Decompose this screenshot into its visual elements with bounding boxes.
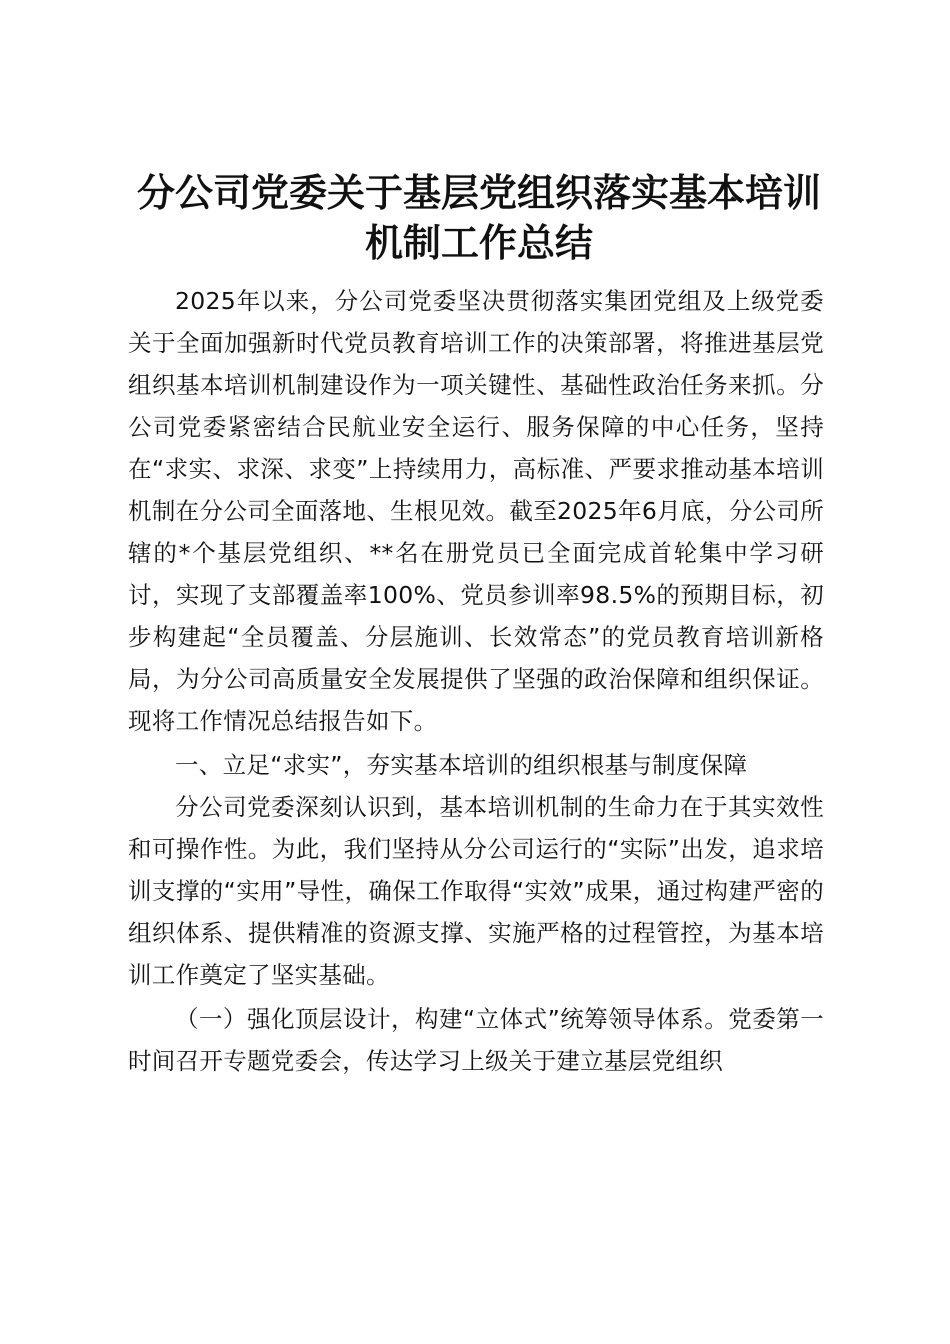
section-1-paragraph: 分公司党委深刻认识到，基本培训机制的生命力在于其实效性和可操作性。为此，我们坚持从分公司运行的“实际”出发，追求培训支撑的“实用”导性，确保工作取得“实效”成果，通过构建严密的组织体系、提供精准的资源支撑、实施严格的过程管控，为基本培训工作奠定了坚实基础。 bbox=[128, 793, 824, 989]
intro-paragraph: 2025年以来，分公司党委坚决贯彻落实集团党组及上级党委关于全面加强新时代党员教育培训工作的决策部署，将推进基层党组织基本培训机制建设作为一项关键性、基础性政治任务来抓。分公司党委紧密结合民航业安全运行、服务保障的中心任务，坚持在“求实、求深、求变”上持续用力，高标准、严要求推动基本培训机制在分公司全面落地、生根见效。截至2025年6月底，分公司所辖的*个基层党组织、**名在册党员已全面完成首轮集中学习研讨，实现了支部覆盖率100%、党员参训率98.5%的预期目标，初步构建起“全员覆盖、分层施训、长效常态”的党员教育培训新格局，为分公司高质量安全发展提供了坚强的政治保障和组织保证。现将工作情况总结报告如下。 bbox=[128, 287, 824, 735]
subsection-1-paragraph: （一）强化顶层设计，构建“立体式”统筹领导体系。党委第一时间召开专题党委会，传达学习上级关于建立基层党组织 bbox=[128, 1005, 824, 1075]
document-title: 分公司党委关于基层党组织落实基本培训机制工作总结 bbox=[136, 170, 821, 265]
section-heading-1: 一、立足“求实”，夯实基本培训的组织根基与制度保障 bbox=[175, 751, 748, 779]
document-body bbox=[128, 280, 824, 1082]
